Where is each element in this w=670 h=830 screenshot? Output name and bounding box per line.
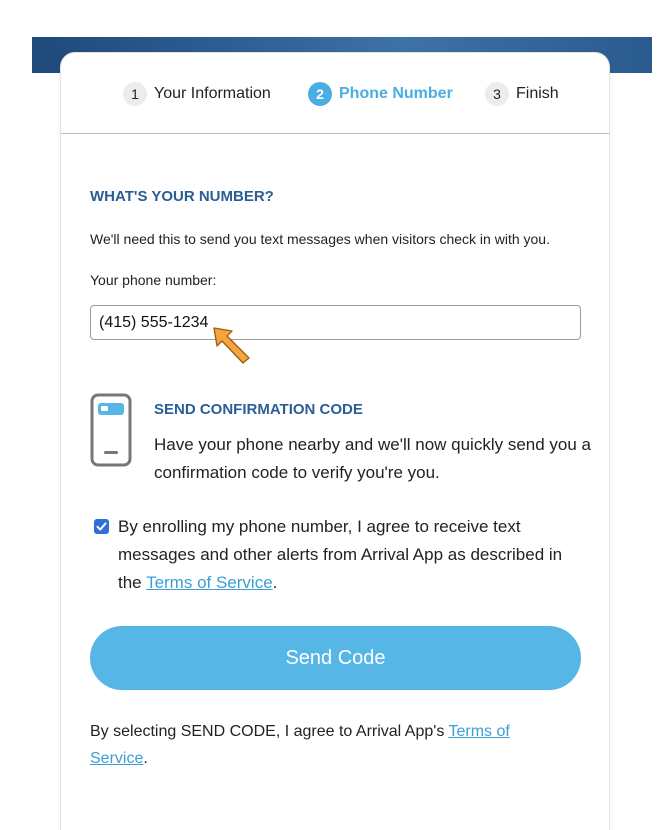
enrollment-card <box>61 53 609 830</box>
section-heading: WHAT'S YOUR NUMBER? <box>90 188 274 205</box>
step-label: Your Information <box>154 85 271 102</box>
footer-terms-link[interactable]: Terms of Service <box>90 723 510 767</box>
checkmark-icon <box>96 521 107 532</box>
send-code-button[interactable]: Send Code <box>90 626 581 690</box>
consent-checkbox[interactable] <box>94 519 109 534</box>
step-your-information <box>123 82 271 106</box>
footer-disclaimer: By selecting SEND CODE, I agree to Arrival App's Terms of Service. <box>90 723 510 767</box>
step-number: 2 <box>308 82 332 106</box>
step-indicator <box>61 53 609 134</box>
smartphone-icon <box>90 393 132 467</box>
confirmation-title: SEND CONFIRMATION CODE <box>154 401 363 418</box>
confirmation-text: Have your phone nearby and we'll now quickly send you a confirmation code to verify you're you. <box>154 435 592 482</box>
terms-of-service-link[interactable]: Terms of Service <box>146 573 273 592</box>
section-description: We'll need this to send you text messages when visitors check in with you. <box>90 231 550 247</box>
phone-field-label: Your phone number: <box>90 272 217 288</box>
step-label: Phone Number <box>339 85 453 102</box>
consent-text: By enrolling my phone number, I agree to receive text messages and other alerts from Arrival App as described in the Terms of Service. <box>118 517 563 592</box>
step-number: 3 <box>485 82 509 106</box>
arrow-cursor-icon <box>212 325 256 365</box>
phone-number-input[interactable] <box>90 305 581 340</box>
step-label: Finish <box>516 85 559 102</box>
step-number: 1 <box>123 82 147 106</box>
step-finish <box>485 82 559 106</box>
step-phone-number <box>308 82 453 106</box>
